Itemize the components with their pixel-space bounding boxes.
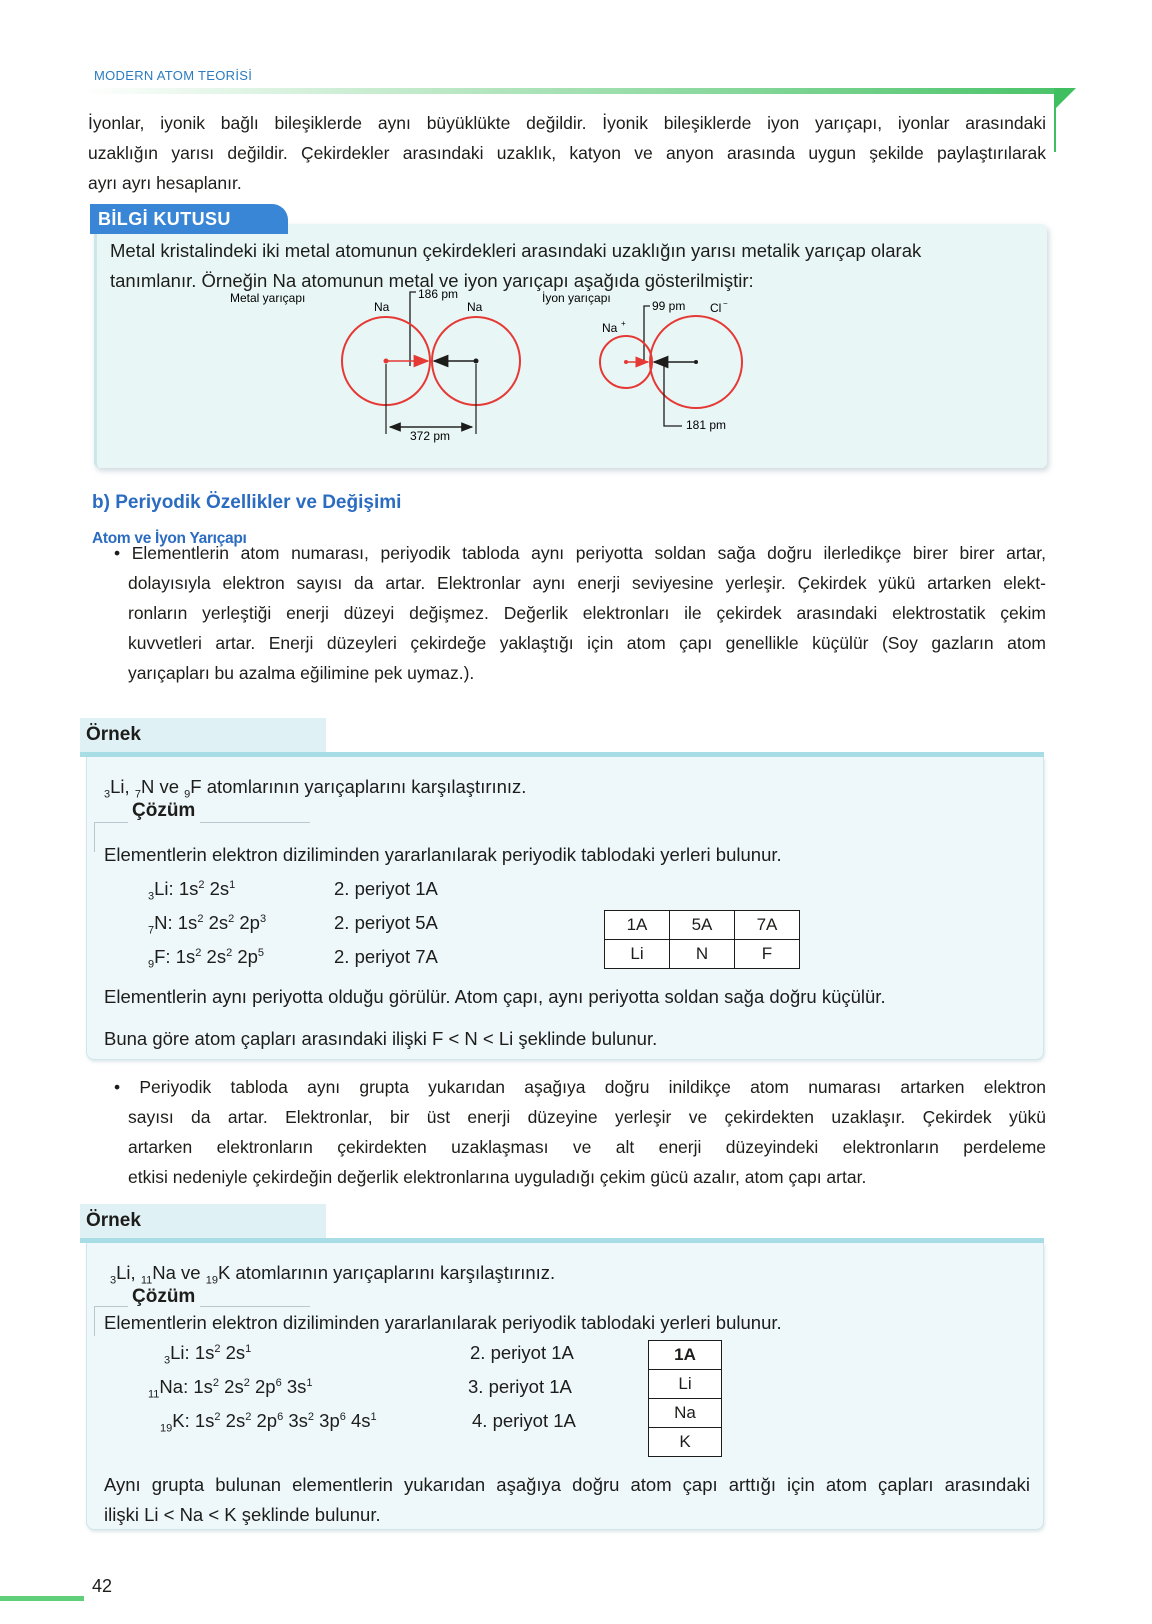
bullet-line: yarıçapları bu azalma eğilimine pek uymaz.).	[128, 663, 475, 683]
config-f: $_9$F: $1s^2$ $2s^2$ $2p^5$	[148, 946, 265, 971]
z-li: 3	[104, 788, 111, 801]
element-cell: Li	[649, 1370, 722, 1399]
bullet-line: • Periyodik tabloda aynı grupta yukarıdan aşağıya doğru inildikçe atom numarası artarken elektron	[114, 1077, 1046, 1097]
section-subtitle: Atom ve İyon Yarıçapı	[92, 530, 247, 547]
solution-2-rule-right	[200, 1306, 310, 1307]
element-row	[649, 1399, 722, 1428]
bullet-line: kuvvetleri artar. Enerji düzeyleri çekirdeğe yaklaştığı için atom çapı genellikle küçülür (Soy gazların atom	[128, 633, 1046, 653]
z-f: 9	[184, 788, 191, 801]
bullet-line: ronların yerleştiği enerji düzeyi değişmez. Değerlik elektronları ile çekirdek arasındaki elektrostatik çekim	[128, 603, 1046, 623]
bullet-paragraph-2	[114, 1072, 1046, 1192]
ion-radius-label: İyon yarıçapı	[542, 291, 611, 305]
intro-line: ayrı ayrı hesaplanır.	[88, 173, 242, 193]
q-part: Li,	[116, 1262, 141, 1283]
period-li: 2. periyot 1A	[334, 878, 438, 899]
solution-1-intro: Elementlerin elektron diziliminden yararlanılarak periyodik tablodaki yerleri bulunur.	[104, 844, 782, 865]
element-symbol: Li:	[170, 1342, 195, 1363]
example-2-conclusion	[104, 1470, 1030, 1530]
config-n: $_7$N: $1s^2$ $2s^2$ $2p^3$	[148, 912, 267, 937]
bullet-line: artarken elektronların çekirdekten uzaklaşması ve alt enerji düzeyindeki elektronların perdeleme	[128, 1137, 1046, 1157]
q-part: F atomlarının yarıçaplarını karşılaştırınız.	[190, 776, 527, 797]
anion-label: Cl	[710, 301, 722, 315]
config-li: $_3$Li: $1s^2$ $2s^1$	[148, 878, 236, 903]
example-1-question	[104, 774, 526, 800]
element-cell: Na	[649, 1399, 722, 1428]
solution-1-heading: Çözüm	[132, 800, 196, 821]
metal-radius-label: Metal yarıçapı	[230, 291, 306, 305]
element-cell: Li	[605, 940, 670, 969]
period-k: 4. periyot 1A	[472, 1410, 576, 1431]
atomic-number: 19	[160, 1422, 173, 1435]
solution-2-rule-left	[94, 1306, 128, 1307]
period-na: 3. periyot 1A	[468, 1376, 572, 1397]
running-header: MODERN ATOM TEORİSİ	[94, 68, 253, 83]
example-2-label-box	[80, 1204, 326, 1238]
element-symbol: K:	[172, 1410, 195, 1431]
header-vertical-rule	[1054, 94, 1056, 152]
atomic-number: 7	[148, 924, 155, 937]
period-li-2: 2. periyot 1A	[470, 1342, 574, 1363]
q-part: Na ve	[152, 1262, 206, 1283]
bullet-line: • Elementlerin atom numarası, periyodik tabloda aynı periyotta soldan sağa doğru ilerledikçe birer birer artar,	[114, 543, 1046, 563]
example-1-label: Örnek	[86, 724, 141, 745]
info-box-title: BİLGİ KUTUSU	[98, 209, 231, 229]
solution-1-rule-left	[94, 822, 128, 823]
config-li-2: $_3$Li: $1s^2$ $2s^1$	[164, 1342, 252, 1367]
intro-paragraph	[88, 108, 1046, 198]
group-table-2	[648, 1340, 722, 1457]
group-row	[605, 911, 800, 940]
intro-line: İyonlar, iyonik bağlı bileşiklerde aynı büyüklükte değildir. İyonik bileşiklerde iyon yarıçapı, iyonlar arasındaki	[88, 113, 1046, 133]
element-row	[605, 940, 800, 969]
anion-charge: −	[723, 299, 728, 308]
bullet-line: sayısı da artar. Elektronlar, bir üst enerji düzeyine yerleşir ve çekirdekten uzaklaşır. Çekirdek yükü	[128, 1107, 1046, 1127]
cation-label: Na	[602, 321, 618, 335]
atomic-number: 3	[148, 890, 155, 903]
example-1-label-box	[80, 718, 326, 752]
element-symbol: Na:	[159, 1376, 194, 1397]
element-cell: K	[649, 1428, 722, 1457]
group-row	[649, 1341, 722, 1370]
metal-atom-left-label: Na	[374, 300, 390, 314]
z-k: 19	[205, 1274, 218, 1287]
element-symbol: F:	[154, 946, 176, 967]
z-n: 7	[134, 788, 141, 801]
solution-1-rule-right	[200, 822, 310, 823]
cation-charge: +	[621, 319, 626, 328]
atomic-number: 11	[148, 1388, 160, 1401]
info-line: Metal kristalindeki iki metal atomunun çekirdekleri arasındaki uzaklığın yarısı metalik yarıçap olarak	[110, 240, 922, 261]
solution-1-rule-vertical	[94, 822, 95, 852]
header-rule	[82, 88, 1054, 94]
info-line: tanımlanır. Örneğin Na atomunun metal ve iyon yarıçapı aşağıda gösterilmiştir:	[110, 270, 754, 291]
atomic-number: 9	[148, 958, 155, 971]
element-cell: F	[735, 940, 800, 969]
z-li: 3	[110, 1274, 117, 1287]
bullet-line: dolayısıyla elektron sayısı da artar. Elektronlar aynı enerji seviyesine yerleşir. Çekirdek yükü artarken elekt-	[128, 573, 1046, 593]
solution-2-rule-vertical	[94, 1306, 95, 1336]
intro-line: uzaklığın yarısı değildir. Çekirdekler arasındaki uzaklık, katyon ve anyon arasında uygun şekilde paylaştırılarak	[88, 143, 1046, 163]
anion-radius-leader	[664, 364, 682, 426]
metal-radius-value: 186 pm	[418, 287, 459, 301]
section-title: b) Periyodik Özellikler ve Değişimi	[92, 492, 402, 513]
conclusion-line: Aynı grupta bulunan elementlerin yukarıdan aşağıya doğru atom çapı arttığı için atom çapları arasındaki	[104, 1474, 1030, 1495]
element-symbol: N:	[154, 912, 178, 933]
solution-2-heading: Çözüm	[132, 1286, 196, 1307]
header-corner-tab	[1054, 88, 1076, 110]
cation-radius-value: 99 pm	[652, 299, 686, 313]
period-table-1	[604, 910, 800, 969]
metal-distance-value: 372 pm	[410, 429, 451, 443]
example-2-question	[110, 1260, 555, 1286]
element-cell: N	[670, 940, 735, 969]
example-1-conclusion-1: Elementlerin aynı periyotta olduğu görülür. Atom çapı, aynı periyotta soldan sağa doğru küçülür.	[104, 986, 886, 1007]
group-cell: 1A	[605, 911, 670, 940]
solution-2-intro: Elementlerin elektron diziliminden yararlanılarak periyodik tablodaki yerleri bulunur.	[104, 1312, 782, 1333]
footer-bar	[0, 1596, 84, 1601]
page-number: 42	[92, 1576, 113, 1596]
period-n: 2. periyot 5A	[334, 912, 438, 933]
radius-diagram	[220, 284, 780, 454]
element-row	[649, 1370, 722, 1399]
config-na: $_{11}$Na: $1s^2$ $2s^2$ $2p^6$ $3s^1$	[148, 1376, 313, 1401]
conclusion-line: ilişki Li < Na < K şeklinde bulunur.	[104, 1504, 381, 1525]
info-box-tab	[90, 204, 288, 234]
example-2-label: Örnek	[86, 1210, 141, 1231]
config-k: $_{19}$K: $1s^2$ $2s^2$ $2p^6$ $3s^2$ $3p^6$ $4s^1$	[160, 1410, 377, 1435]
q-part: K atomlarının yarıçaplarını karşılaştırınız.	[217, 1262, 556, 1283]
z-na: 11	[140, 1274, 153, 1287]
group-cell: 5A	[670, 911, 735, 940]
bullet-paragraph-1	[114, 538, 1046, 688]
element-row	[649, 1428, 722, 1457]
bullet-line: etkisi nedeniyle çekirdeğin değerlik elektronlarına uyguladığı çekim gücü azalır, atom çapı artar.	[128, 1167, 867, 1187]
anion-radius-value: 181 pm	[686, 418, 727, 432]
period-f: 2. periyot 7A	[334, 946, 438, 967]
group-cell: 1A	[649, 1341, 722, 1370]
example-1-conclusion-2: Buna göre atom çapları arasındaki ilişki F < N < Li şeklinde bulunur.	[104, 1028, 658, 1049]
element-symbol: Li:	[154, 878, 179, 899]
q-part: N ve	[140, 776, 185, 797]
atomic-number: 3	[164, 1354, 171, 1367]
example-1-box	[86, 757, 1044, 1060]
metal-atom-right-label: Na	[467, 300, 483, 314]
group-cell: 7A	[735, 911, 800, 940]
q-part: Li,	[110, 776, 135, 797]
